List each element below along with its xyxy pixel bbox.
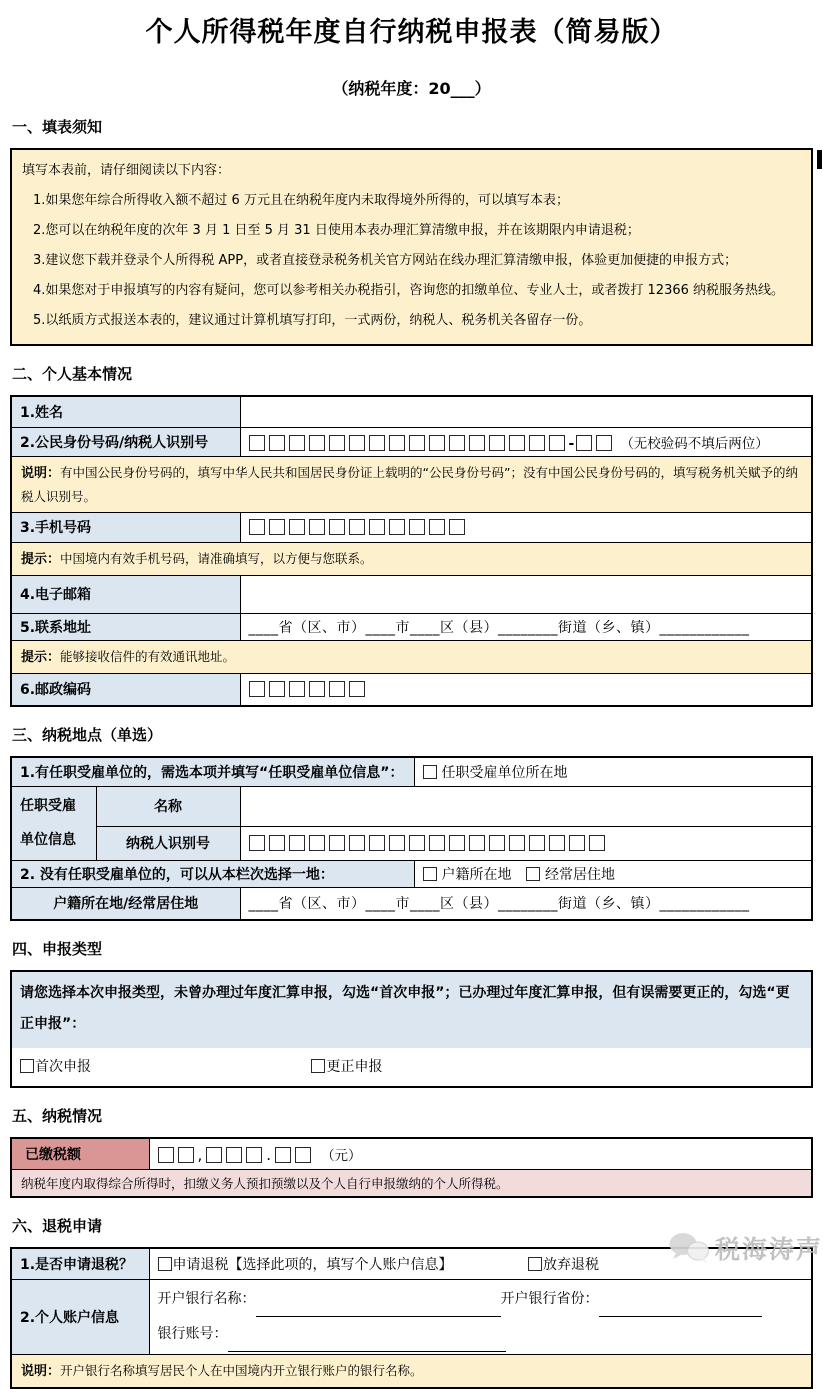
digit-box[interactable] — [249, 835, 265, 851]
phone-tip — [11, 542, 812, 575]
digit-box[interactable] — [349, 435, 365, 451]
phone-boxes[interactable] — [249, 520, 469, 536]
paid-tax-note: 纳税年度内取得综合所得时，扣缴义务人预扣预缴以及个人自行申报缴纳的个人所得税。 — [11, 1169, 812, 1197]
postcode-input-cell[interactable] — [240, 673, 812, 706]
digit-box[interactable] — [269, 435, 285, 451]
notice-item-4: 4.如果您对于申报填写的内容有疑问，您可以参考相关办税指引，咨询您的扣缴单位、专业人士，或者拨打 12366 纳税服务热线。 — [22, 276, 799, 306]
id-note-text: 有中国公民身份号码的，填写中华人民共和国居民身份证上载明的“公民身份号码”；没有中国公民身份号码的，填写税务机关赋予的纳税人识别号。 — [21, 465, 798, 504]
bank-name-line — [158, 1282, 804, 1317]
employer-name-input-cell[interactable] — [240, 786, 812, 826]
amount-boxes-3[interactable] — [275, 1148, 315, 1164]
id-note-prefix: 说明： — [21, 466, 60, 481]
amount-point: . — [266, 1146, 271, 1164]
digit-box[interactable] — [178, 1147, 194, 1163]
id-number-label: 2.公民身份号码/纳税人识别号 — [11, 427, 240, 456]
digit-box[interactable] — [309, 835, 325, 851]
phone-tip-prefix: 提示： — [21, 552, 60, 567]
digit-box[interactable] — [289, 519, 305, 535]
notice-intro: 填写本表前，请仔细阅读以下内容： — [22, 156, 799, 186]
amount-boxes-1[interactable] — [158, 1148, 198, 1164]
refund-options-cell — [149, 1248, 812, 1280]
habitual-residence-option-text: 经常居住地 — [545, 867, 615, 883]
digit-box[interactable] — [529, 835, 545, 851]
amount-unit: （元） — [321, 1148, 362, 1164]
notice-item-1: 1.如果您年综合所得收入额不超过 6 万元且在纳税年度内未取得境外所得的，可以填写本表； — [22, 186, 799, 216]
habitual-residence-checkbox[interactable] — [526, 867, 540, 881]
bank-account-label: 银行账号： — [158, 1326, 228, 1342]
digit-box[interactable] — [549, 435, 565, 451]
id-number-boxes-main[interactable] — [249, 436, 569, 452]
cursor-artifact — [817, 150, 822, 169]
digit-box[interactable] — [429, 835, 445, 851]
digit-box[interactable] — [249, 681, 265, 697]
apply-refund-option — [158, 1254, 524, 1274]
address-input-cell[interactable]: ____省（区、市）____市____区（县）________街道（乡、镇）____________ — [240, 613, 812, 640]
digit-box[interactable] — [596, 435, 612, 451]
digit-box[interactable] — [309, 519, 325, 535]
postcode-label: 6.邮政编码 — [11, 673, 240, 706]
waive-refund-option — [528, 1257, 599, 1273]
digit-box[interactable] — [349, 835, 365, 851]
email-input-cell[interactable] — [240, 575, 812, 613]
declaration-type-instruction: 请您选择本次申报类型，未曾办理过年度汇算申报，勾选“首次申报”；已办理过年度汇算申报，但有误需要更正的，勾选“更正申报”： — [12, 972, 811, 1048]
digit-box[interactable] — [389, 435, 405, 451]
bank-province-blank[interactable] — [599, 1302, 762, 1317]
digit-box[interactable] — [589, 835, 605, 851]
section2-heading: 二、个人基本情况 — [12, 363, 813, 384]
digit-box[interactable] — [269, 835, 285, 851]
digit-box[interactable] — [309, 435, 325, 451]
section3-heading: 三、纳税地点（单选） — [12, 724, 813, 745]
paid-tax-amount-cell[interactable] — [149, 1138, 812, 1169]
digit-box[interactable] — [569, 835, 585, 851]
digit-box[interactable] — [369, 519, 385, 535]
paid-tax-label: 已缴税额 — [11, 1138, 149, 1169]
id-hint: （无校验码不填后两位） — [620, 436, 769, 452]
digit-box[interactable] — [269, 519, 285, 535]
correction-declaration-label: 更正申报 — [326, 1059, 382, 1075]
digit-box[interactable] — [289, 435, 305, 451]
tax-paid-table — [10, 1137, 813, 1198]
employer-location-option-text: 任职受雇单位所在地 — [442, 765, 568, 781]
employer-info-line1: 任职受雇 — [20, 789, 88, 823]
digit-box[interactable] — [509, 835, 525, 851]
digit-box[interactable] — [489, 835, 505, 851]
filing-instructions-box — [10, 148, 813, 346]
employer-location-checkbox[interactable] — [423, 765, 437, 779]
notice-item-5: 5.以纸质方式报送本表的，建议通过计算机填写打印，一式两份，纳税人、税务机关各留存一份。 — [22, 306, 799, 336]
account-info-cell — [149, 1280, 812, 1355]
correction-declaration-checkbox[interactable] — [311, 1059, 325, 1073]
employer-info-line2: 单位信息 — [20, 823, 88, 857]
section6-heading: 六、退税申请 — [12, 1215, 813, 1236]
apply-refund-checkbox[interactable] — [158, 1257, 172, 1271]
household-registration-checkbox[interactable] — [423, 867, 437, 881]
digit-box[interactable] — [489, 435, 505, 451]
digit-box[interactable] — [309, 681, 325, 697]
amount-comma: , — [198, 1146, 203, 1164]
tax-form-page — [0, 10, 823, 1389]
bank-note-text: 开户银行名称填写居民个人在中国境内开立银行账户的银行名称。 — [60, 1363, 423, 1378]
residence-input-cell[interactable]: ____省（区、市）____市____区（县）________街道（乡、镇）____________ — [240, 887, 812, 920]
id-dash: - — [569, 436, 575, 452]
page-title: 个人所得税年度自行纳税申报表（简易版） — [10, 10, 813, 49]
digit-box[interactable] — [329, 681, 345, 697]
no-employer-option-label: 2. 没有任职受雇单位的，可以从本栏次选择一地： — [11, 860, 414, 887]
digit-box[interactable] — [429, 519, 445, 535]
section5-heading: 五、纳税情况 — [12, 1105, 813, 1126]
phone-label: 3.手机号码 — [11, 512, 240, 542]
digit-box[interactable] — [329, 435, 345, 451]
digit-box[interactable] — [249, 519, 265, 535]
household-registration-option-text: 户籍所在地 — [442, 867, 512, 883]
digit-box[interactable] — [158, 1147, 174, 1163]
employer-tin-label: 纳税人识别号 — [96, 826, 240, 860]
employer-option-label: 1.有任职受雇单位的，需选本项并填写“任职受雇单位信息”： — [11, 757, 414, 786]
employer-name-label: 名称 — [96, 786, 240, 826]
bank-name-blank[interactable] — [256, 1302, 501, 1317]
address-tip-text: 能够接收信件的有效通讯地址。 — [60, 649, 235, 664]
section1-heading: 一、填表须知 — [12, 116, 813, 137]
address-tip-prefix: 提示： — [21, 650, 60, 665]
bank-note — [11, 1355, 812, 1389]
notice-item-3: 3.建议您下载并登录个人所得税 APP，或者直接登录税务机关官方网站在线办理汇算清缴申报，体验更加便捷的申报方式； — [22, 246, 799, 276]
name-input-cell[interactable] — [240, 396, 812, 427]
bank-account-blank[interactable] — [228, 1337, 506, 1352]
digit-box[interactable] — [549, 835, 565, 851]
phone-tip-text: 中国境内有效手机号码，请准确填写，以方便与您联系。 — [60, 551, 373, 566]
digit-box[interactable] — [409, 519, 425, 535]
first-declaration-checkbox[interactable] — [20, 1059, 34, 1073]
correction-declaration-option — [311, 1059, 382, 1075]
digit-box[interactable] — [289, 835, 305, 851]
employer-tin-input-cell[interactable] — [240, 826, 812, 860]
residence-label: 户籍所在地/经常居住地 — [11, 887, 240, 920]
section4-heading: 四、申报类型 — [12, 938, 813, 959]
name-label: 1.姓名 — [11, 396, 240, 427]
digit-box[interactable] — [529, 435, 545, 451]
digit-box[interactable] — [369, 835, 385, 851]
digit-box[interactable] — [449, 835, 465, 851]
amount-boxes-2[interactable] — [206, 1148, 266, 1164]
phone-input-cell[interactable] — [240, 512, 812, 542]
notice-item-2: 2.您可以在纳税年度的次年 3 月 1 日至 5 月 31 日使用本表办理汇算清缴申报，并在该期限内申请退税； — [22, 216, 799, 246]
postcode-boxes[interactable] — [249, 682, 369, 698]
no-employer-options-cell — [414, 860, 812, 887]
address-label: 5.联系地址 — [11, 613, 240, 640]
id-number-boxes-tail[interactable] — [576, 436, 616, 452]
digit-box[interactable] — [449, 435, 465, 451]
digit-box[interactable] — [429, 435, 445, 451]
digit-box[interactable] — [206, 1147, 222, 1163]
digit-box[interactable] — [289, 681, 305, 697]
tax-year-subtitle: （纳税年度：20___） — [10, 76, 813, 99]
watermark-text: 税海涛声 — [715, 1230, 823, 1266]
digit-box[interactable] — [269, 681, 285, 697]
digit-box[interactable] — [329, 519, 345, 535]
employer-info-group-label — [11, 786, 96, 860]
employer-tin-boxes[interactable] — [249, 836, 609, 852]
digit-box[interactable] — [389, 519, 405, 535]
digit-box[interactable] — [275, 1147, 291, 1163]
bank-name-label: 开户银行名称： — [158, 1291, 256, 1307]
bank-province-label: 开户银行省份： — [501, 1291, 599, 1307]
bank-note-prefix: 说明： — [21, 1364, 60, 1379]
digit-box[interactable] — [226, 1147, 242, 1163]
digit-box[interactable] — [246, 1147, 262, 1163]
digit-box[interactable] — [409, 835, 425, 851]
bank-account-line — [158, 1317, 804, 1352]
digit-box[interactable] — [576, 435, 592, 451]
apply-refund-label: 申请退税【选择此项的，填写个人账户信息】 — [173, 1257, 453, 1273]
digit-box[interactable] — [469, 435, 485, 451]
digit-box[interactable] — [349, 681, 365, 697]
address-tip — [11, 640, 812, 673]
declaration-type-box — [10, 970, 813, 1088]
declaration-type-options — [12, 1048, 811, 1086]
waive-refund-checkbox[interactable] — [528, 1257, 542, 1271]
digit-box[interactable] — [349, 519, 365, 535]
waive-refund-label: 放弃退税 — [543, 1257, 599, 1273]
digit-box[interactable] — [249, 435, 265, 451]
digit-box[interactable] — [369, 435, 385, 451]
personal-info-table — [10, 395, 813, 707]
digit-box[interactable] — [389, 835, 405, 851]
id-note — [11, 456, 812, 512]
digit-box[interactable] — [469, 835, 485, 851]
refund-question-label: 1.是否申请退税？ — [11, 1248, 149, 1280]
email-label: 4.电子邮箱 — [11, 575, 240, 613]
digit-box[interactable] — [449, 519, 465, 535]
refund-application-table — [10, 1247, 813, 1389]
first-declaration-option — [20, 1056, 307, 1076]
account-info-label: 2.个人账户信息 — [11, 1280, 149, 1355]
digit-box[interactable] — [509, 435, 525, 451]
digit-box[interactable] — [295, 1147, 311, 1163]
digit-box[interactable] — [409, 435, 425, 451]
tax-location-table — [10, 756, 813, 921]
employer-location-option-cell — [414, 757, 812, 786]
first-declaration-label: 首次申报 — [35, 1059, 91, 1075]
id-number-input-cell[interactable] — [240, 427, 812, 456]
digit-box[interactable] — [329, 835, 345, 851]
